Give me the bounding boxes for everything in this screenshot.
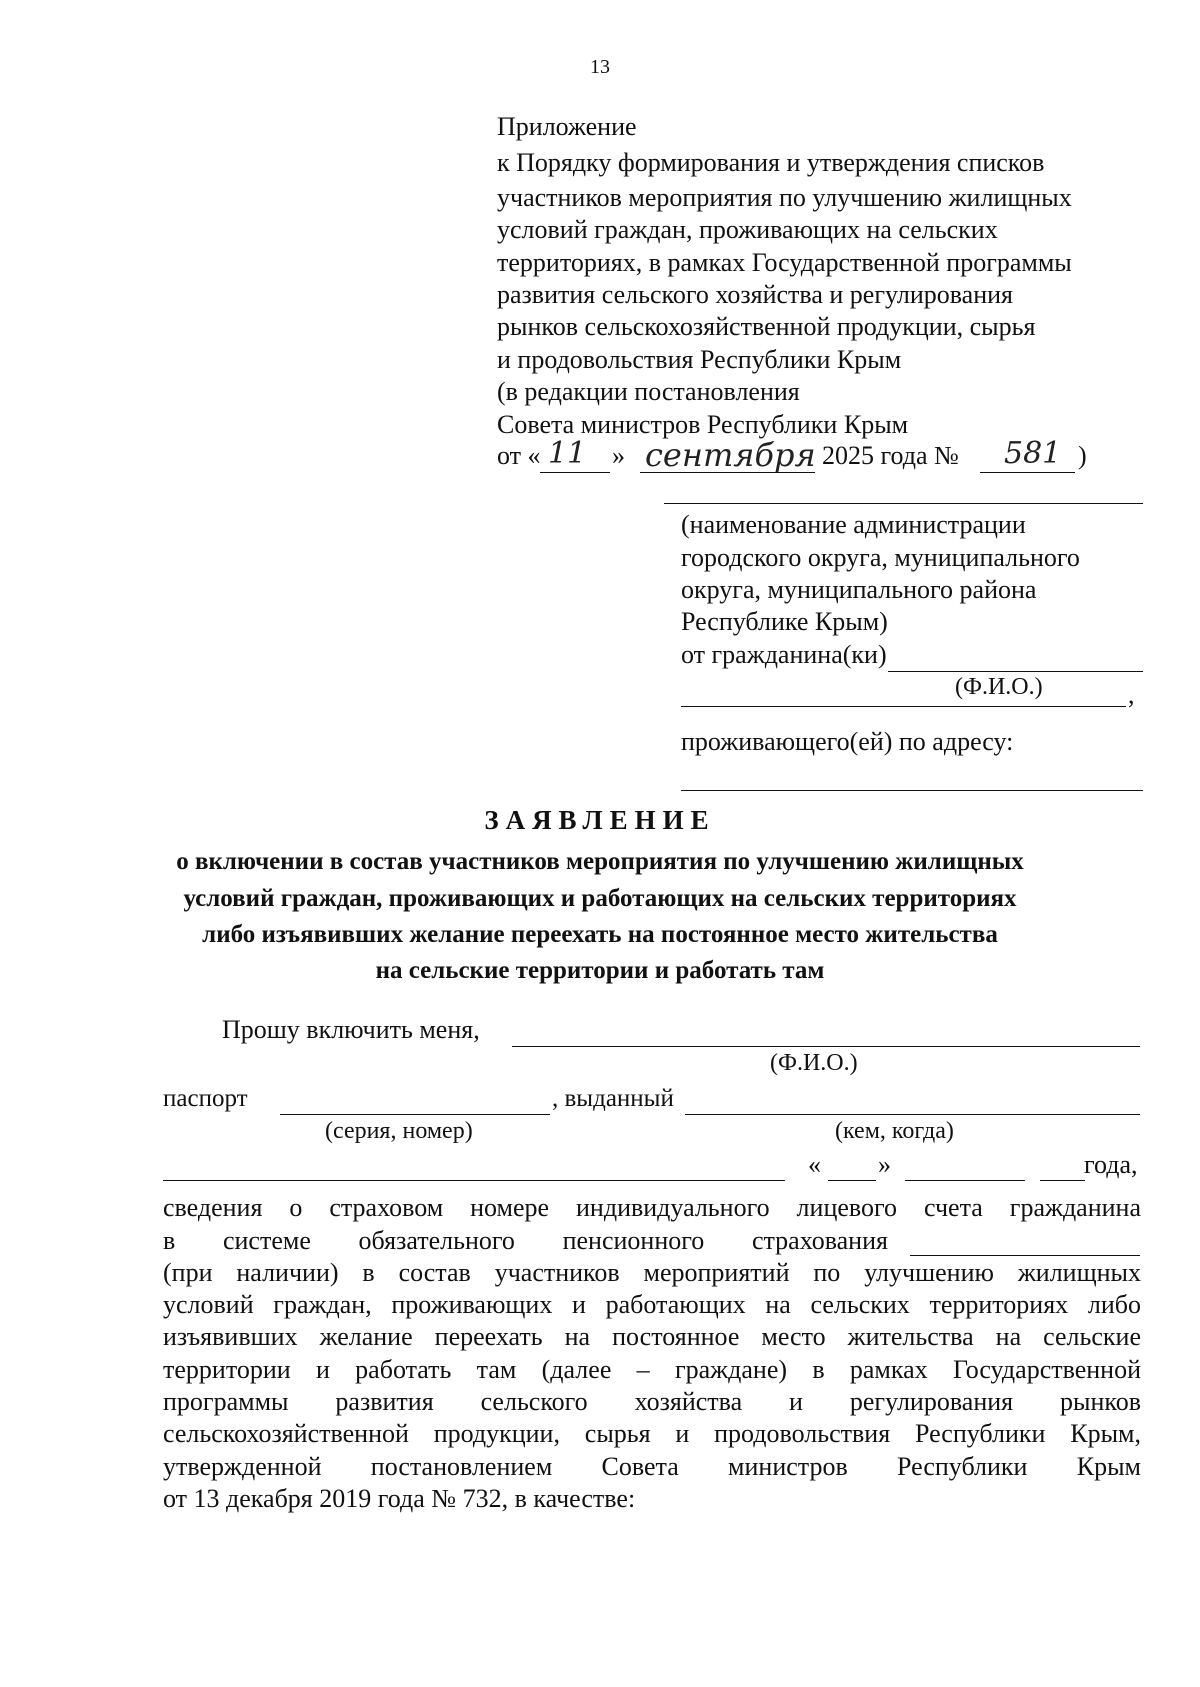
snils-line[interactable] (910, 1255, 1140, 1256)
addressee-hint: (наименование администрации (681, 510, 1026, 539)
date-quote-open: « (808, 1150, 821, 1179)
body-line: утвержденной постановлением Совета министров Республики Крым (163, 1452, 1141, 1481)
appendix-line: и продовольствия Республики Крым (497, 345, 902, 374)
body-line: программы развития сельского хозяйства и регулирования рынков (163, 1387, 1141, 1416)
appendix-title: Приложение (497, 112, 637, 141)
document-subtitle-line: на сельские территории и работать там (375, 957, 825, 984)
address-line[interactable] (681, 790, 1143, 791)
year-label: года, (1084, 1150, 1138, 1179)
passport-label: паспорт (163, 1085, 248, 1112)
date-month-underline (640, 472, 815, 473)
date-month-handwritten: сентября (645, 436, 816, 474)
passport-series-hint: (серия, номер) (325, 1118, 473, 1144)
body-line: территории и работать там (далее – граждане) в рамках Государственной (163, 1355, 1141, 1384)
address-label: проживающего(ей) по адресу: (681, 727, 1014, 756)
date-year-text: 2025 года № (822, 441, 959, 470)
request-label: Прошу включить меня, (222, 1015, 480, 1044)
body-word: страхования (751, 1226, 888, 1255)
appendix-line: рынков сельскохозяйственной продукции, сырья (497, 312, 1036, 341)
passport-issuer-hint: (кем, когда) (835, 1118, 954, 1144)
body-line: сельскохозяйственной продукции, сырья и продовольствия Республики Крым, (163, 1419, 1141, 1448)
from-citizen-label: от гражданина(ки) (681, 640, 887, 669)
body-line: изъявивших желание переехать на постоянное место жительства на сельские (163, 1322, 1141, 1351)
addressee-hint: Республике Крым) (681, 607, 888, 636)
passport-issuer-line[interactable] (685, 1114, 1140, 1115)
body-word: пенсионного (562, 1226, 705, 1255)
issued-label: , выданный (552, 1085, 674, 1112)
passport-series-line[interactable] (280, 1114, 550, 1115)
body-line-snils (163, 1226, 888, 1256)
appendix-line: Совета министров Республики Крым (497, 410, 909, 439)
body-line: условий граждан, проживающих и работающих на сельских территориях либо (163, 1290, 1141, 1319)
document-subtitle-line: либо изъявивших желание переехать на постоянное место жительства (202, 921, 998, 948)
body-word: системе (222, 1226, 311, 1255)
date-quote-close: » (612, 441, 625, 470)
date-day-underline (540, 472, 610, 473)
citizen-comma: , (1128, 680, 1135, 709)
appendix-line: к Порядку формирования и утверждения списков (497, 148, 1045, 177)
appendix-line: развития сельского хозяйства и регулирования (497, 280, 1013, 309)
document-subtitle-line: условий граждан, проживающих и работающих на сельских территориях (183, 885, 1017, 912)
issue-year-line[interactable] (1040, 1180, 1085, 1181)
issue-month-line[interactable] (905, 1180, 1025, 1181)
applicant-name-line[interactable] (512, 1046, 1140, 1047)
body-line-last: от 13 декабря 2019 года № 732, в качестве: (163, 1484, 636, 1513)
appendix-line: территориях, в рамках Государственной программы (497, 248, 1072, 277)
body-word: обязательного (358, 1226, 515, 1255)
passport-issuer-line-2[interactable] (163, 1180, 785, 1181)
applicant-fio-hint: (Ф.И.О.) (770, 1050, 858, 1076)
addressee-hint: округа, муниципального района (681, 575, 1037, 604)
citizen-name-line-2[interactable] (681, 706, 1126, 707)
date-number-handwritten: 581 (1004, 436, 1062, 471)
document-title: ЗАЯВЛЕНИЕ (484, 805, 716, 835)
date-number-underline (980, 472, 1075, 473)
page-number: 13 (590, 56, 610, 78)
appendix-line: участников мероприятия по улучшению жилищных (497, 183, 1072, 212)
citizen-fio-hint: (Ф.И.О.) (955, 674, 1043, 700)
citizen-name-line[interactable] (888, 671, 1143, 672)
issue-day-line[interactable] (828, 1180, 876, 1181)
addressee-hint: городского округа, муниципального (681, 543, 1080, 572)
date-day-handwritten: 11 (548, 436, 587, 471)
administration-name-line[interactable] (664, 503, 1143, 504)
date-prefix: от « (497, 441, 541, 470)
date-suffix: ) (1078, 441, 1087, 470)
body-word: в (163, 1226, 176, 1255)
appendix-line: условий граждан, проживающих на сельских (497, 215, 998, 244)
appendix-line: (в редакции постановления (497, 377, 800, 406)
date-quote-close: » (878, 1150, 891, 1179)
body-line: сведения о страховом номере индивидуального лицевого счета гражданина (163, 1193, 1141, 1222)
body-line: (при наличии) в состав участников мероприятий по улучшению жилищных (163, 1258, 1141, 1287)
document-subtitle-line: о включении в состав участников мероприятия по улучшению жилищных (176, 848, 1024, 875)
